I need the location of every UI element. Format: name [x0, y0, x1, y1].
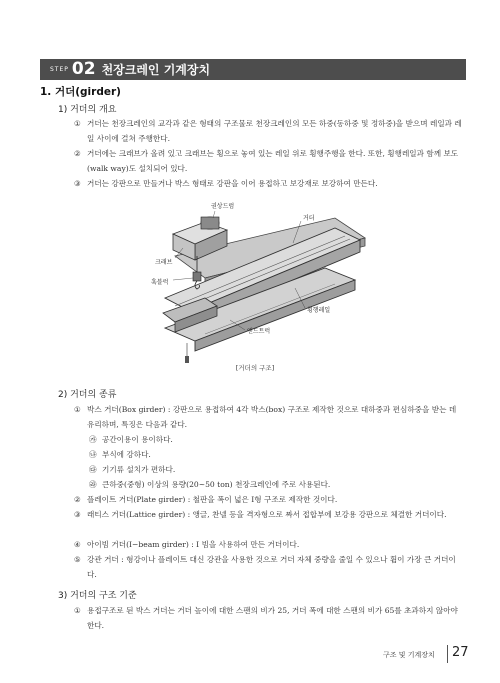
- item-marker: ②: [74, 495, 81, 504]
- types-item-4: [74, 537, 464, 552]
- step-number: 02: [71, 59, 96, 79]
- label-traverse-rail: 횡행레일: [307, 307, 331, 314]
- step-header-bar: [40, 59, 466, 80]
- item-marker: ②: [74, 149, 81, 158]
- page-number: 27: [452, 645, 469, 660]
- item-marker: ㉯: [89, 450, 97, 459]
- types-subitem-1: [89, 432, 464, 447]
- item-text: 용접구조로 된 박스 거더는 거더 높이에 대한 스팬의 비가 25, 거더 폭에 대한 스팬의 비가 65를 초과하지 않아야 한다.: [87, 606, 458, 630]
- item-marker: ㉮: [89, 435, 97, 444]
- item-text: 거더는 천장크레인의 교각과 같은 형태의 구조물로 천장크레인의 모든 하중(동하중 및 정하중)을 받으며 레일과 레일 사이에 걸쳐 주행한다.: [87, 119, 462, 143]
- label-girder: 거더: [303, 215, 315, 222]
- item-marker: ㉰: [89, 465, 97, 474]
- label-hook-block: 훅블럭: [151, 279, 169, 286]
- item-marker: ㉱: [89, 480, 97, 489]
- types-item-2: [74, 492, 464, 507]
- types-item-3: [74, 507, 464, 522]
- item-marker: ①: [74, 606, 81, 615]
- item-text: 박스 거더(Box girder) : 강판으로 용접하여 4각 박스(box) 구조로 제작한 것으로 대하중과 편심하중을 받는 데 유리하며, 특징은 다음과 같다.: [87, 405, 457, 429]
- footer-divider: [447, 645, 448, 663]
- footer-chapter-label: 구조 및 기계장치: [383, 651, 435, 659]
- item-text: 공간이용이 용이하다.: [102, 435, 173, 444]
- step-label: STEP: [50, 66, 69, 73]
- criteria-item-1: [74, 603, 464, 633]
- overview-item-2: [74, 146, 464, 176]
- item-text: 플레이트 거더(Plate girder) : 철판을 폭이 넓은 I형 구조로 제작한 것이다.: [87, 495, 338, 504]
- girder-structure-figure: [135, 198, 375, 370]
- types-item-5: [74, 552, 464, 582]
- section-title: 1. 거더(girder): [40, 86, 121, 98]
- subsection-title-types: 2) 거더의 종류: [58, 390, 117, 400]
- item-text: 기기류 설치가 편하다.: [102, 465, 176, 474]
- item-text: 큰하중(중형) 이상의 용량(20~50 ton) 천장크레인에 주로 사용된다.: [102, 480, 331, 489]
- item-text: 부식에 강하다.: [102, 450, 151, 459]
- item-text: 아이빔 거더(I−beam girder) : I 빔을 사용하여 만든 거더이다.: [87, 540, 300, 549]
- item-text: 거더는 강판으로 만들거나 박스 형태로 강판을 이어 용접하고 보강재로 보강하여 만든다.: [87, 179, 378, 188]
- label-hoist-drum: 권상드럼: [211, 203, 235, 210]
- item-text: 강관 거더 : 형강이나 플레이트 대신 강관을 사용한 것으로 거더 자체 중량을 줄일 수 있으나 휨이 가장 큰 거더이다.: [87, 555, 456, 579]
- item-text: 래티스 거더(Lattice girder) : 앵글, 찬넬 등을 격자형으로 짜서 접합부에 보강용 강판으로 체결한 거더이다.: [87, 510, 447, 519]
- types-item-1: [74, 402, 464, 432]
- item-marker: ④: [74, 540, 81, 549]
- item-marker: ③: [74, 179, 81, 188]
- item-text: 거더에는 크래브가 올려 있고 크래브는 횡으로 놓여 있는 레일 위로 횡행주행을 한다. 또한, 횡행레일과 함께 보도(walk way)도 설치되어 있다.: [87, 149, 459, 173]
- types-subitem-4: [89, 477, 464, 492]
- item-marker: ①: [74, 119, 81, 128]
- overview-item-3: [74, 176, 464, 191]
- figure-caption: [거더의 구조]: [235, 364, 275, 372]
- item-marker: ⑤: [74, 555, 81, 564]
- step-title: 천장크레인 기계장치: [101, 63, 211, 77]
- item-marker: ①: [74, 405, 81, 414]
- types-subitem-3: [89, 462, 464, 477]
- item-marker: ③: [74, 510, 81, 519]
- types-subitem-2: [89, 447, 464, 462]
- subsection-title-criteria: 3) 거더의 구조 기준: [58, 591, 137, 601]
- label-crab: 크래브: [155, 259, 173, 266]
- overview-item-1: [74, 116, 464, 146]
- label-end-truck: 엔드트럭: [247, 328, 271, 335]
- subsection-title-overview: 1) 거더의 개요: [58, 105, 117, 115]
